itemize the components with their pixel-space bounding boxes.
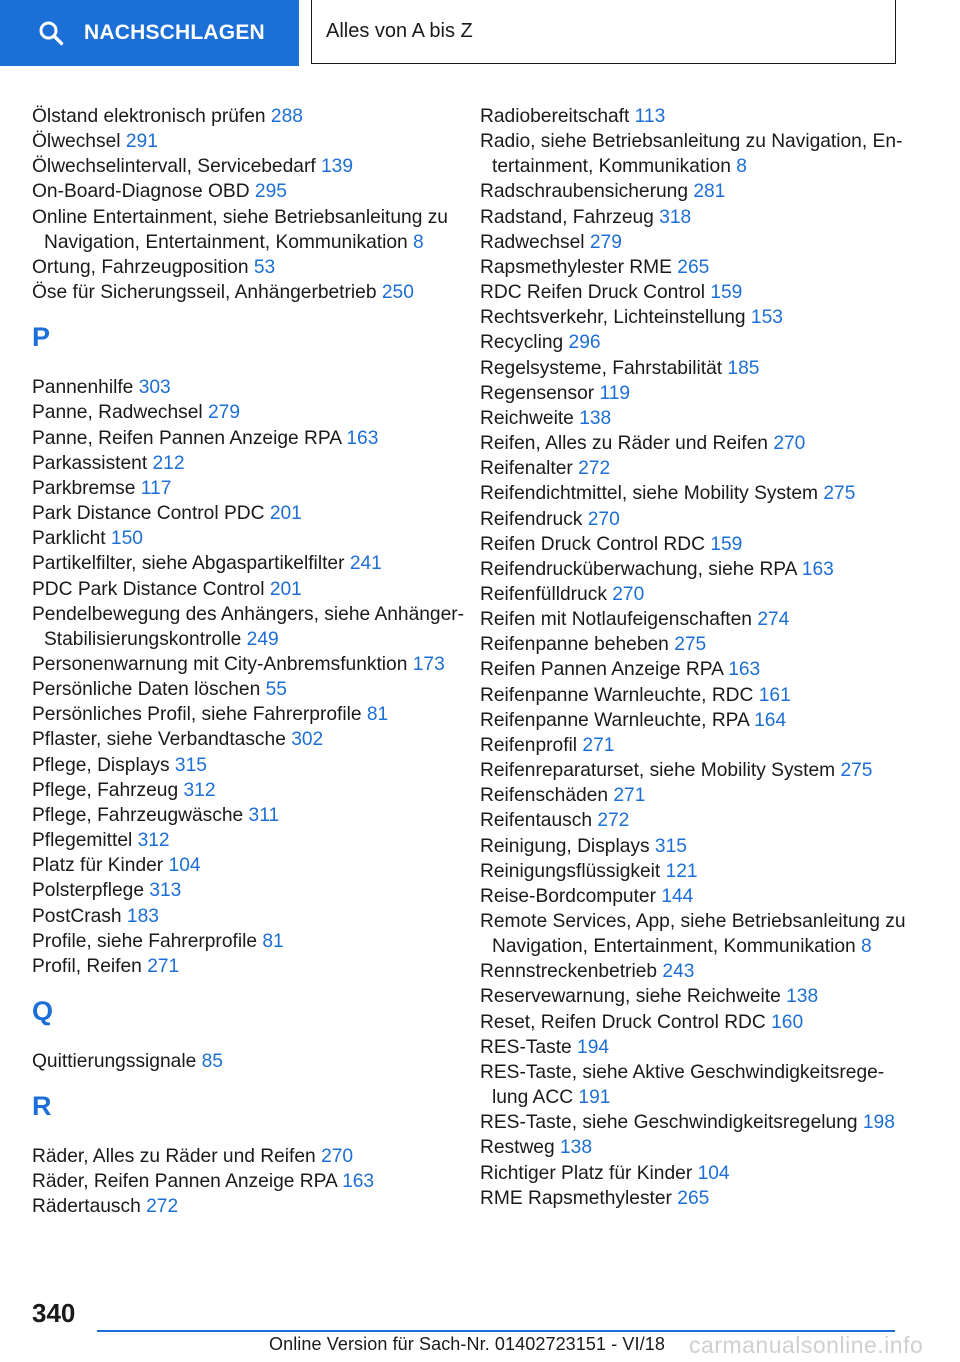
index-entry [32, 1169, 472, 1194]
index-entry [32, 1049, 472, 1074]
index-entry-text: Reset, Reifen Druck Control RDC [480, 1011, 766, 1033]
index-entry [480, 205, 910, 230]
index-entry-text: Remote Services, App, siehe Betriebsanleitung zu Navigation, Entertainment, Kommunikation [480, 911, 906, 958]
index-entry [32, 551, 472, 576]
index-entry [480, 959, 910, 984]
index-entry [32, 753, 472, 778]
index-entry-page-link[interactable]: 274 [757, 609, 790, 631]
index-entry-text: Ölwechsel [32, 131, 121, 153]
index-entry-text: Rädertausch [32, 1196, 141, 1218]
nav-tab-nachschlagen[interactable] [0, 0, 299, 66]
index-entry-page-link[interactable]: 53 [253, 256, 276, 278]
index-entry-page-link[interactable]: 163 [801, 558, 834, 580]
index-entry-text: Reifenpanne beheben [480, 634, 669, 656]
index-entry [480, 758, 910, 783]
index-entry-text: Reifendichtmittel, siehe Mobility System [480, 483, 819, 505]
index-entry [480, 582, 910, 607]
index-letter-p: P [32, 322, 51, 353]
index-entry [480, 356, 910, 381]
index-entry [32, 375, 472, 400]
index-entry [32, 1144, 472, 1169]
index-entry [32, 255, 472, 280]
index-entry [32, 154, 472, 179]
index-entry-page-link[interactable]: 296 [568, 332, 601, 354]
index-entry-page-link[interactable]: 275 [840, 760, 873, 782]
index-entry [32, 526, 472, 551]
index-entry [480, 657, 910, 682]
index-entry [32, 104, 472, 129]
index-entry [480, 230, 910, 255]
index-entry-page-link[interactable]: 313 [149, 880, 182, 902]
index-entry-text: Reifendrucküberwachung, siehe RPA [480, 558, 797, 580]
index-entry-page-link[interactable]: 150 [110, 528, 143, 550]
index-entry-page-link[interactable]: 161 [758, 684, 791, 706]
index-entry [480, 456, 910, 481]
index-entry-page-link[interactable]: 117 [140, 477, 172, 499]
index-entry-page-link[interactable]: 315 [654, 835, 687, 857]
index-entry-text: Reifen Druck Control RDC [480, 533, 705, 555]
index-entry [32, 451, 472, 476]
index-entry-text: Richtiger Platz für Kinder [480, 1162, 693, 1184]
index-entry-text: Regelsysteme, Fahrstabilität [480, 357, 723, 379]
index-entry [480, 1161, 910, 1186]
index-entry-page-link[interactable]: 318 [659, 206, 692, 228]
index-entry [480, 507, 910, 532]
index-entry [480, 733, 910, 758]
index-entry [480, 330, 910, 355]
index-entry-text: Pannenhilfe [32, 377, 134, 399]
index-entry-text: Polsterpflege [32, 880, 144, 902]
index-entry-page-link[interactable]: 139 [321, 156, 354, 178]
index-entry-page-link[interactable]: 271 [582, 734, 615, 756]
index-entry-text: Personenwarnung mit City-Anbremsfunktion [32, 653, 408, 675]
index-entry-page-link[interactable]: 138 [579, 407, 612, 429]
index-entry-text: Reifenprofil [480, 734, 578, 756]
index-entry-page-link[interactable]: 312 [137, 830, 170, 852]
index-entry-text: Restweg [480, 1137, 555, 1159]
index-entry [480, 406, 910, 431]
index-entry-text: Parklicht [32, 528, 106, 550]
index-entry [480, 1060, 910, 1110]
index-entry-text: Radio, siehe Betriebsanleitung zu Navigation, Entertainment, Kommunikation [480, 131, 903, 178]
index-entry-text: Recycling [480, 332, 564, 354]
index-entry-text: Platz für Kinder [32, 855, 164, 877]
index-entry-page-link[interactable]: 159 [710, 282, 743, 304]
index-entry [480, 305, 910, 330]
index-entry-page-link[interactable]: 138 [560, 1137, 593, 1159]
index-entry-text: Ortung, Fahrzeugposition [32, 256, 249, 278]
index-entry [32, 652, 472, 677]
index-entry-page-link[interactable]: 275 [674, 634, 707, 656]
index-entry-page-link[interactable]: 138 [786, 986, 819, 1008]
index-entry-text: RES-Taste [480, 1036, 572, 1058]
index-entry [480, 557, 910, 582]
index-entry [32, 179, 472, 204]
index-entry-text: Reifendruck [480, 508, 583, 530]
nav-tab-label: NACHSCHLAGEN [84, 21, 265, 44]
index-entry-page-link[interactable]: 241 [349, 553, 382, 575]
index-entry-page-link[interactable]: 279 [589, 231, 622, 253]
index-entry-text: Reifenpanne Warnleuchte, RDC [480, 684, 754, 706]
index-entry [32, 828, 472, 853]
index-entry-text: Pflaster, siehe Verbandtasche [32, 729, 286, 751]
index-entry-text: Parkassistent [32, 452, 148, 474]
index-entry-text: Reifenschäden [480, 785, 609, 807]
index-entry-page-link[interactable]: 8 [861, 936, 872, 958]
index-entry-page-link[interactable]: 270 [321, 1146, 354, 1168]
index-entry [480, 431, 910, 456]
index-entry-text: Radiobereitschaft [480, 106, 630, 127]
index-entry [480, 632, 910, 657]
index-entry-page-link[interactable]: 104 [168, 855, 201, 877]
index-entry-text: Profile, siehe Fahrerprofile [32, 930, 258, 952]
index-letter-q: Q [32, 996, 54, 1026]
index-entry-text: Ölwechselintervall, Servicebedarf [32, 156, 316, 178]
index-entry-text: Radstand, Fahrzeug [480, 206, 654, 228]
index-entry [480, 783, 910, 808]
index-entry-page-link[interactable]: 311 [248, 804, 280, 826]
index-entry [480, 129, 910, 179]
index-entry [480, 1186, 910, 1211]
index-entry-page-link[interactable]: 295 [254, 181, 287, 203]
index-entry-text: Quittierungssignale [32, 1051, 197, 1072]
index-entry [32, 929, 472, 954]
index-entry [480, 708, 910, 733]
index-entry-page-link[interactable]: 270 [612, 583, 645, 605]
index-entry-page-link[interactable]: 119 [599, 382, 631, 404]
index-entry-text: Parkbremse [32, 477, 136, 499]
index-entry-text: RME Rapsmethylester [480, 1187, 672, 1209]
index-entry-page-link[interactable]: 164 [754, 709, 787, 731]
index-entry-page-link[interactable]: 281 [693, 181, 726, 203]
index-entry-text: Reichweite [480, 407, 574, 429]
index-entry-text: Reifen Pannen Anzeige RPA [480, 659, 723, 681]
index-entry-text: RDC Reifen Druck Control [480, 282, 705, 304]
index-entry [480, 104, 910, 129]
index-entry [32, 778, 472, 803]
watermark: carmanualsonline.info [689, 1332, 924, 1358]
index-entry [32, 476, 472, 501]
index-entry [480, 884, 910, 909]
index-entry-page-link[interactable]: 270 [587, 508, 620, 530]
index-entry [480, 683, 910, 708]
index-entry-text: Räder, Reifen Pannen Anzeige RPA [32, 1171, 337, 1193]
index-entry-page-link[interactable]: 160 [771, 1011, 804, 1033]
index-entry-page-link[interactable]: 288 [270, 106, 303, 127]
index-entry-text: Online Entertainment, siehe Betriebsanleitung zu Navigation, Entertainment, Kommunikation [32, 206, 448, 253]
index-entry-page-link[interactable]: 291 [125, 131, 158, 153]
index-entry [32, 904, 472, 929]
index-entry-text: Pendelbewegung des Anhängers, siehe Anhänger-Stabilisierungskontrolle [32, 603, 465, 650]
index-entry-page-link[interactable]: 272 [597, 810, 630, 832]
index-entry [32, 1194, 472, 1219]
index-entry-text: Reservewarnung, siehe Reichweite [480, 986, 781, 1008]
index-entry-page-link[interactable]: 144 [661, 885, 694, 907]
header-bar [0, 0, 960, 66]
index-entry [480, 179, 910, 204]
index-entry-text: Pflege, Displays [32, 754, 170, 776]
index-entry-text: Rennstreckenbetrieb [480, 961, 658, 983]
index-entry-text: Rapsmethylester RME [480, 256, 672, 278]
index-entry-page-link[interactable]: 81 [366, 704, 389, 726]
index-entry-page-link[interactable]: 8 [736, 156, 747, 178]
index-entry-text: Reifen, Alles zu Räder und Reifen [480, 433, 768, 455]
index-entry-page-link[interactable]: 302 [291, 729, 324, 751]
index-entry-page-link[interactable]: 183 [126, 905, 159, 927]
index-entry [32, 853, 472, 878]
index-entry [32, 205, 472, 255]
index-entry-text: Regensensor [480, 382, 595, 404]
index-entry-page-link[interactable]: 194 [577, 1036, 610, 1058]
index-entry-text: Radschraubensicherung [480, 181, 688, 203]
index-entry-page-link[interactable]: 185 [727, 357, 760, 379]
index-entry [480, 532, 910, 557]
index-entry-page-link[interactable]: 249 [246, 628, 279, 650]
index-entry-text: Partikelfilter, siehe Abgaspartikelfilter [32, 553, 345, 575]
index-entry-page-link[interactable]: 265 [677, 256, 710, 278]
online-version-text: Online Version für Sach-Nr. 01402723151 - VI/18 [269, 1334, 665, 1354]
index-entry-text: Räder, Alles zu Räder und Reifen [32, 1146, 316, 1168]
index-entry-page-link[interactable]: 104 [697, 1162, 730, 1184]
index-entry-page-link[interactable]: 250 [381, 282, 414, 304]
index-entry-page-link[interactable]: 163 [728, 659, 761, 681]
index-entry-page-link[interactable]: 212 [152, 452, 185, 474]
index-entry [32, 677, 472, 702]
index-entry-page-link[interactable]: 271 [613, 785, 646, 807]
index-entry [480, 481, 910, 506]
index-entry-page-link[interactable]: 113 [634, 106, 666, 127]
index-entry-page-link[interactable]: 270 [773, 433, 806, 455]
index-entry [480, 984, 910, 1009]
index-entry-page-link[interactable]: 153 [750, 307, 783, 329]
index-entry-page-link[interactable]: 275 [823, 483, 856, 505]
index-entry [480, 255, 910, 280]
index-entry-page-link[interactable]: 279 [208, 402, 241, 424]
index-entry-text: Reifentausch [480, 810, 592, 832]
index-entry [480, 381, 910, 406]
index-entry-text: Reifenpanne Warnleuchte, RPA [480, 709, 749, 731]
index-entry-page-link[interactable]: 201 [269, 503, 302, 525]
index-entry [480, 1010, 910, 1035]
index-entry-text: RES-Taste, siehe Geschwindigkeitsregelung [480, 1112, 858, 1134]
index-entry [480, 859, 910, 884]
index-column-left [32, 104, 472, 1220]
index-entry-text: On-Board-Diagnose OBD [32, 181, 250, 203]
index-entry [32, 702, 472, 727]
index-entry-text: Reinigung, Displays [480, 835, 650, 857]
index-entry-page-link[interactable]: 173 [412, 653, 445, 675]
index-entry [32, 577, 472, 602]
section-tab[interactable] [311, 0, 896, 64]
index-entry-page-link[interactable]: 201 [269, 578, 302, 600]
index-entry [32, 400, 472, 425]
index-entry-text: Ölstand elektronisch prüfen [32, 106, 266, 127]
index-entry-page-link[interactable]: 81 [262, 930, 284, 952]
index-entry-page-link[interactable]: 163 [342, 1171, 375, 1193]
index-entry-text: Persönliche Daten löschen [32, 679, 261, 701]
index-entry-page-link[interactable]: 198 [862, 1112, 895, 1134]
index-entry-text: Rechtsverkehr, Lichteinstellung [480, 307, 746, 329]
index-entry [32, 129, 472, 154]
index-entry-text: Reifenreparaturset, siehe Mobility System [480, 760, 836, 782]
index-entry-page-link[interactable]: 191 [578, 1087, 611, 1109]
index-entry-page-link[interactable]: 272 [146, 1196, 179, 1218]
index-entry [480, 1135, 910, 1160]
index-entry-text: Pflege, Fahrzeugwäsche [32, 804, 244, 826]
index-entry-text: Reifen mit Notlaufeigenschaften [480, 609, 752, 631]
index-entry-page-link[interactable]: 121 [665, 860, 698, 882]
index-entry-text: Öse für Sicherungsseil, Anhängerbetrieb [32, 282, 377, 304]
index-entry [32, 501, 472, 526]
index-entry-text: Panne, Radwechsel [32, 402, 203, 424]
index-entry-text: Reifenalter [480, 458, 573, 480]
index-entry [32, 954, 472, 979]
index-letter-r: R [32, 1091, 52, 1122]
page-number: 340 [32, 1298, 76, 1328]
index-entry-page-link[interactable]: 55 [265, 679, 287, 701]
section-tab-label: Alles von A bis Z [326, 20, 473, 42]
index-entry-page-link[interactable]: 8 [413, 231, 424, 253]
index-entry [480, 280, 910, 305]
index-entry [480, 834, 910, 859]
index-entry-page-link[interactable]: 312 [183, 779, 216, 801]
index-entry-text: PDC Park Distance Control [32, 578, 265, 600]
index-entry-text: Panne, Reifen Pannen Anzeige RPA [32, 427, 342, 449]
index-entry [32, 727, 472, 752]
index-entry [32, 426, 472, 451]
index-entry [32, 602, 472, 652]
index-entry-text: Park Distance Control PDC [32, 503, 265, 525]
index-entry-text: Profil, Reifen [32, 955, 142, 977]
index-entry-text: Reinigungsflüssigkeit [480, 860, 661, 882]
search-icon [38, 20, 64, 46]
index-entry-text: Reifenfülldruck [480, 583, 607, 605]
index-entry [480, 607, 910, 632]
index-entry-page-link[interactable]: 163 [346, 427, 379, 449]
index-entry-page-link[interactable]: 303 [138, 377, 171, 399]
index-entry [32, 878, 472, 903]
index-entry [32, 803, 472, 828]
index-entry-page-link[interactable]: 85 [201, 1051, 223, 1072]
index-entry-page-link[interactable]: 272 [578, 458, 611, 480]
index-entry-text: Persönliches Profil, siehe Fahrerprofile [32, 704, 362, 726]
index-entry [480, 909, 910, 959]
index-entry-text: Pflege, Fahrzeug [32, 779, 179, 801]
index-entry [480, 1035, 910, 1060]
index-entry-page-link[interactable]: 243 [662, 961, 695, 983]
index-entry-text: PostCrash [32, 905, 122, 927]
index-entry-page-link[interactable]: 315 [174, 754, 207, 776]
index-entry-page-link[interactable]: 265 [677, 1187, 710, 1209]
index-entry-text: Pflegemittel [32, 830, 133, 852]
index-entry-text: Radwechsel [480, 231, 585, 253]
index-entry [480, 1110, 910, 1135]
index-entry-text: RES-Taste, siehe Aktive Geschwindigkeitsregelung ACC [480, 1061, 885, 1109]
index-entry-page-link[interactable]: 271 [147, 955, 180, 977]
index-entry [32, 280, 472, 305]
index-entry [480, 808, 910, 833]
index-entry-page-link[interactable]: 159 [710, 533, 743, 555]
index-entry-text: Reise-Bordcomputer [480, 885, 656, 907]
index-column-right [480, 104, 910, 1211]
